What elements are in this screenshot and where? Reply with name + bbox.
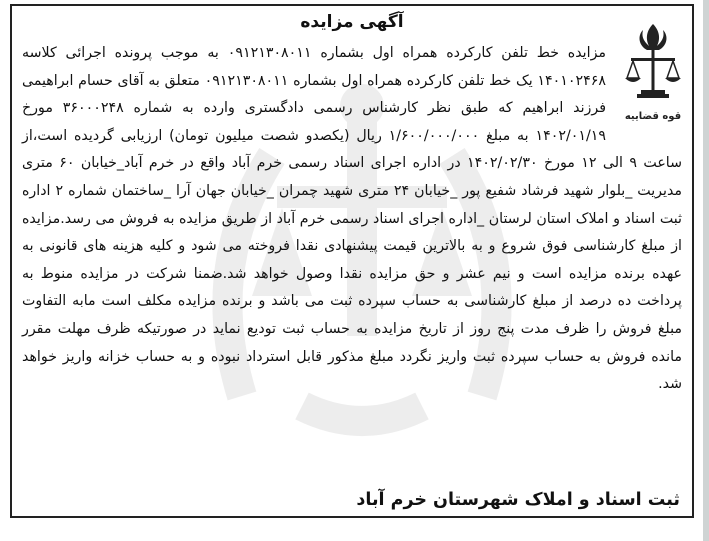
notice-title: آگهی مزایده <box>300 12 404 32</box>
emblem-spacer <box>606 40 682 136</box>
notice-body <box>22 40 682 399</box>
notice-body-text: مزایده خط تلفن کارکرده همراه اول بشماره ۰۹۱۲۱۳۰۸۰۱۱ به موجب پرونده اجرائی کلاسه ۱۴۰۱۰۲۴۶۸ یک خط تلفن کارکرده همراه اول بشماره ۰۹۱۲۱۳۰۸۰۱۱ متعلق به آقای حسام ابراهیمی فرزند ابراهیم که طبق نظر کارشناس رسمی دادگستری وارده به شماره ۳۶۰۰۰۲۴۸ مورخ ۱۴۰۲/۰۱/۱۹ به مبلغ ۱/۶۰۰/۰۰۰/۰۰۰ ریال (یکصدو شصت میلیون تومان) ارزیابی گردیده است،از ساعت ۹ الی ۱۲ مورخ ۱۴۰۲/۰۲/۳۰ در اداره اجرای اسناد رسمی خرم آباد واقع در خرم آباد_خیابان ۶۰ متری مدیریت _بلوار شهید فرشاد شفیع پور _خیابان ۲۴ متری شهید چمران _خیابان جهان آرا _ساختمان شماره ۲ اداره ثبت اسناد و املاک استان لرستان _اداره اجرای اسناد رسمی خرم آباد از طریق مزایده به فروش می رسد.مزایده از مبلغ کارشناسی فوق شروع و به بالاترین قیمت پیشنهادی نقدا فروخته می شود و کلیه هزینه های قانونی به عهده برنده مزایده است و نیم عشر و حق مزایده نقدا وصول خواهد شد.ضمنا شرکت در مزایده منوط به پرداخت ده درصد از مبلغ کارشناسی به حساب سپرده ثبت می باشد و برنده مزایده مکلف است مابه التفاوت مبلغ فروش را ظرف مدت پنج روز از تاریخ مزایده به حساب ثبت تودیع نماید در صورتیکه ظرف مهلت مقرر مانده فروش به حساب سپرده ثبت واریز نگردد مبلغ مذکور قابل استرداد نبوده و به حساب خزانه واریز خواهد شد. <box>22 45 683 393</box>
emblem-caption: قوه قضاییه <box>624 111 682 122</box>
notice-signature: ثبت اسناد و املاک شهرستان خرم آباد <box>356 490 680 510</box>
page-side-bar <box>703 0 709 541</box>
auction-notice <box>10 4 694 518</box>
